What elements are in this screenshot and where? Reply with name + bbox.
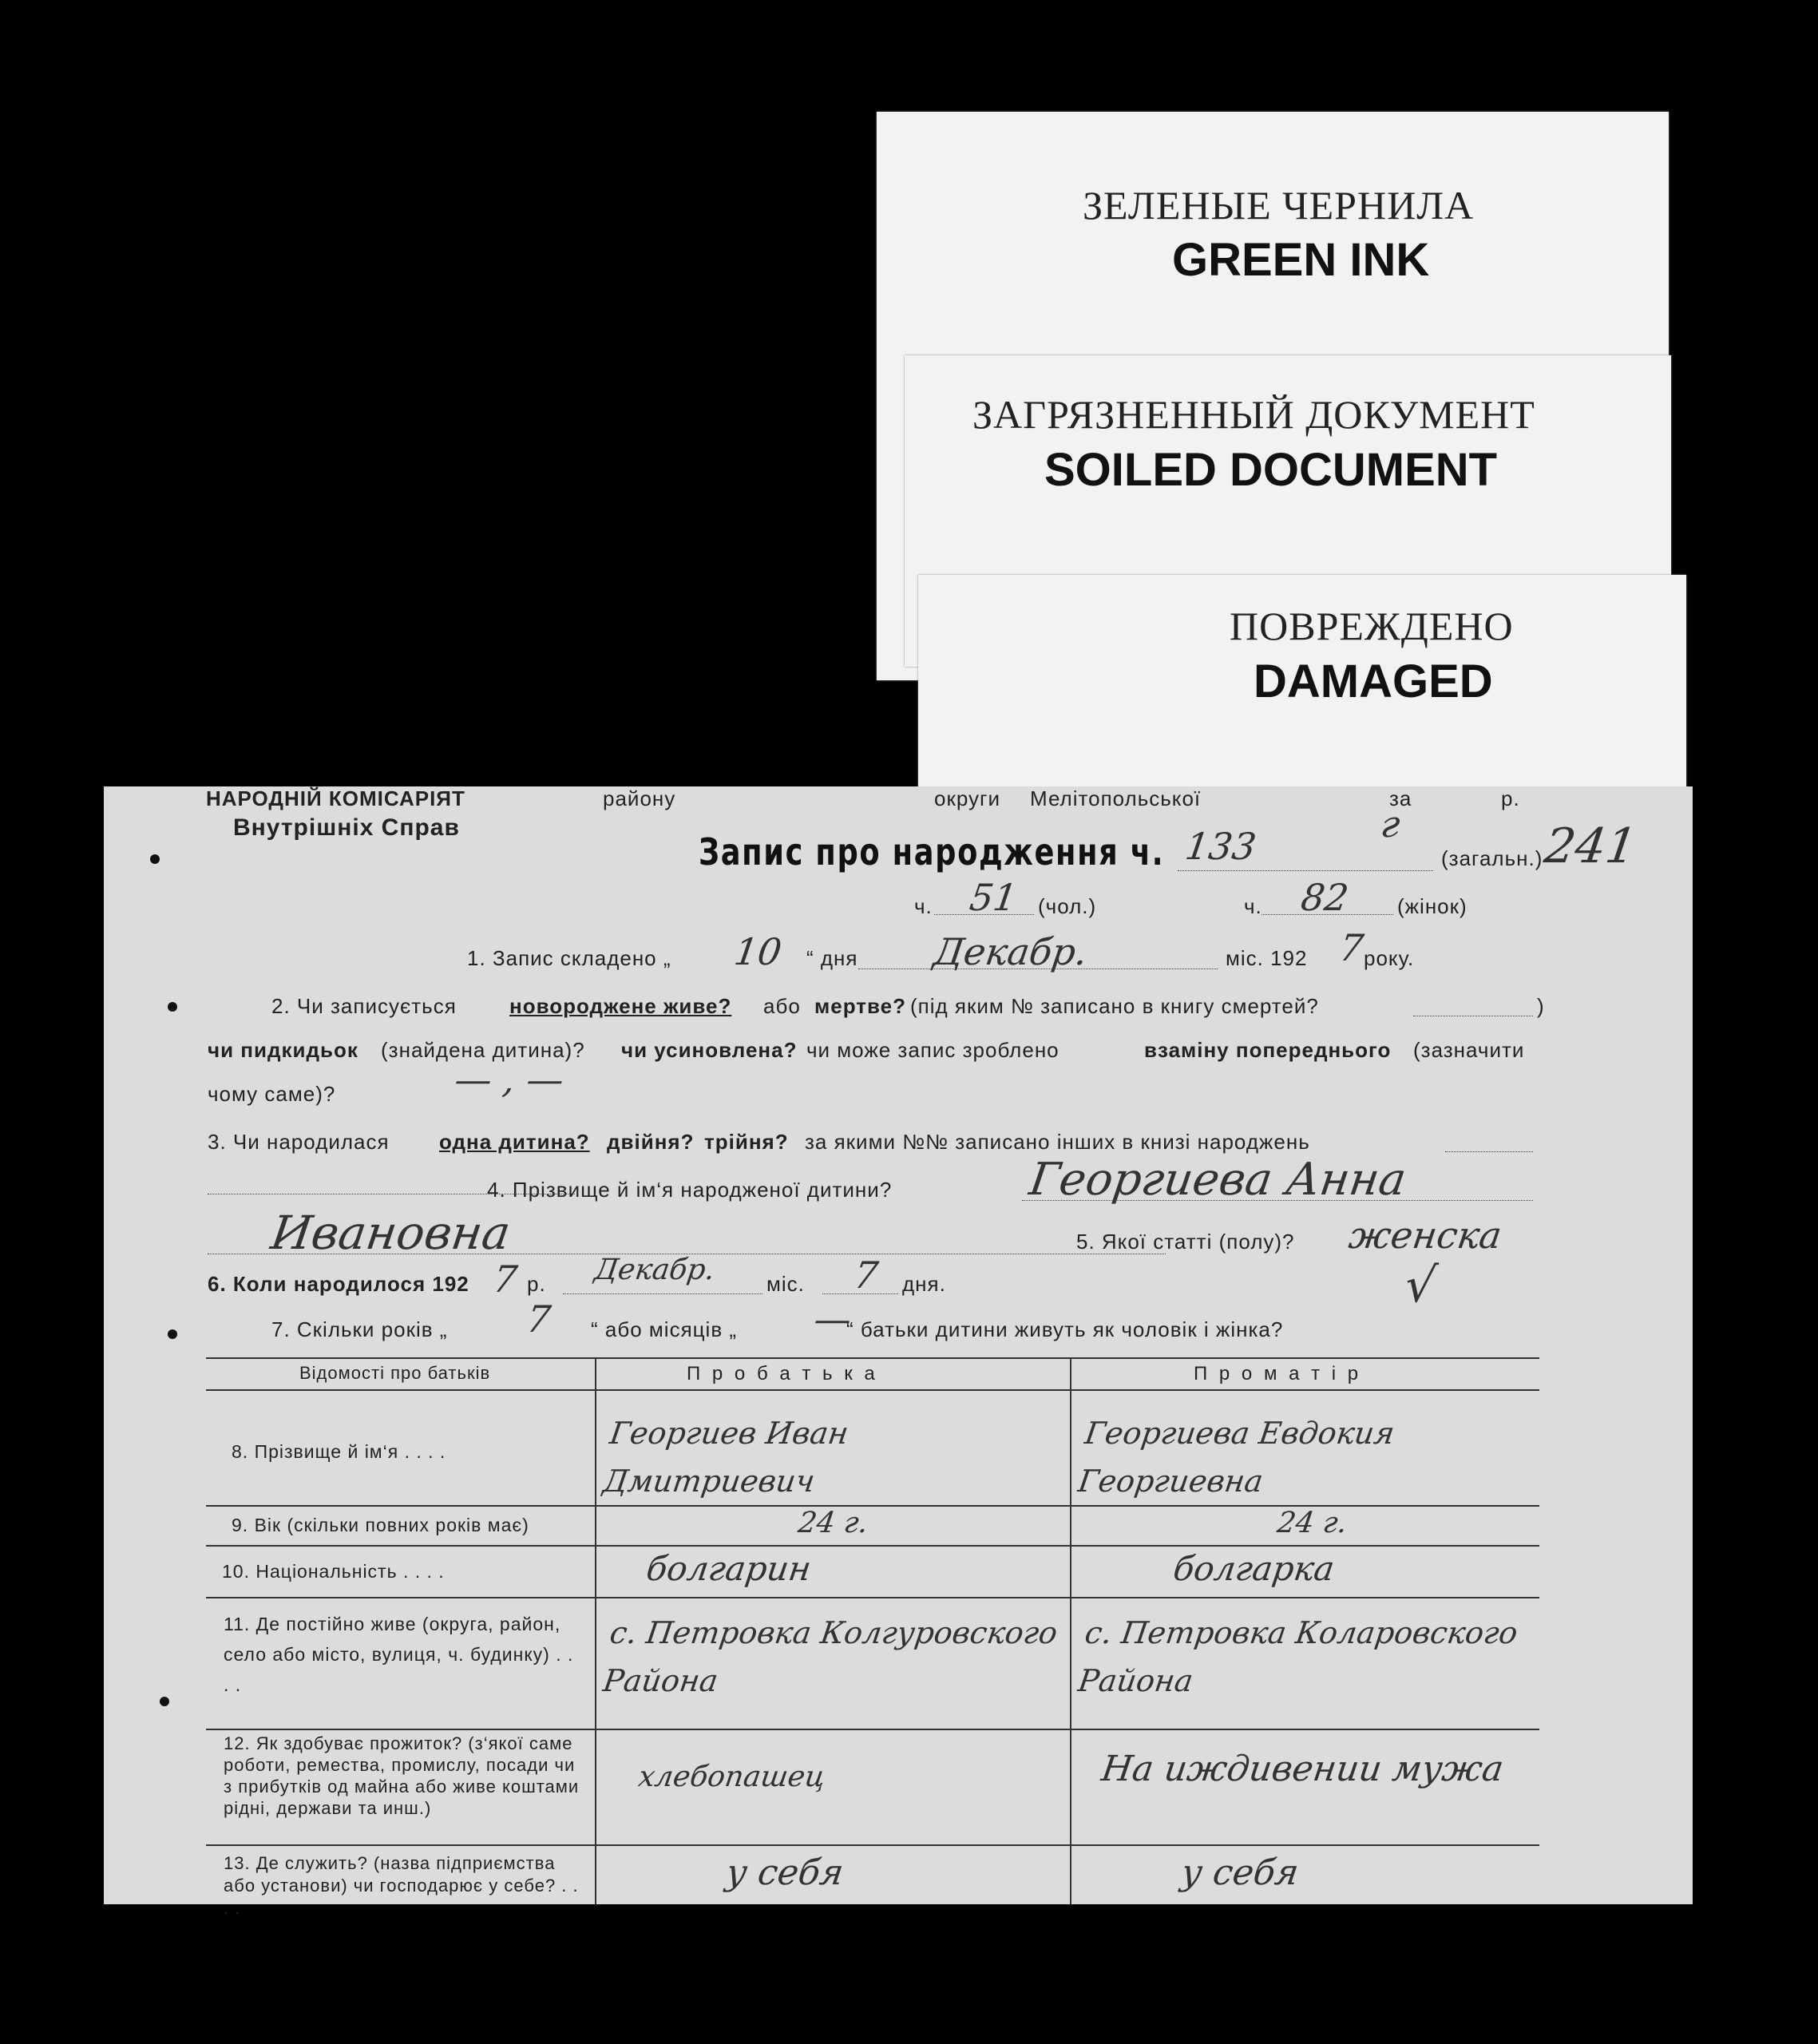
male-number-line (934, 914, 1034, 915)
table-header-col2: П р о м а т і р (1194, 1363, 1362, 1384)
org-line2: Внутрішніх Справ (233, 814, 460, 841)
row11-father: с. Петровка Колгуровского Района (600, 1615, 1060, 1698)
soiled-document-en: SOILED DOCUMENT (1044, 444, 1498, 496)
birth-record-form (104, 786, 1693, 1918)
green-ink-en: GREEN INK (1172, 234, 1430, 286)
q6-day-line (822, 1293, 898, 1294)
page-number: 241 (1541, 818, 1641, 874)
q4-line (1022, 1200, 1533, 1201)
q2-line2-f: (зазначити (1413, 1038, 1525, 1062)
table-row-line (206, 1844, 1539, 1846)
q2-f: ) (1537, 994, 1545, 1018)
q2-d: мертве? (814, 994, 906, 1018)
row8-father: Георгиев Иван Дмитриевич (600, 1416, 851, 1499)
q1-month: Декабр. (931, 930, 1091, 973)
q6-a: 6. Коли народилося 192 (208, 1272, 469, 1296)
q7-b: “ або місяців „ (591, 1317, 738, 1341)
record-number-line (1178, 870, 1433, 871)
female-ch: ч. (1244, 894, 1262, 918)
q7-years: 7 (524, 1297, 554, 1341)
q2-line2-a: чи пидкидьок (208, 1038, 358, 1062)
q2-line2-e: взаміну попереднього (1144, 1038, 1392, 1062)
q6-month: Декабр. (592, 1254, 717, 1286)
damaged-ru: ПОВРЕЖДЕНО (1230, 604, 1514, 648)
okruhy-label: округи (934, 786, 1001, 810)
punch-hole (150, 854, 160, 864)
male-ch: ч. (914, 894, 933, 918)
q6-b: р. (527, 1272, 546, 1296)
row13-father: у себя (723, 1852, 846, 1893)
table-row-line (206, 1597, 1539, 1598)
q2-line2-b: (знайдена дитина)? (381, 1038, 585, 1062)
org-line1: НАРОДНІЙ КОМІСАРІЯТ (206, 786, 465, 810)
q6-month-line (563, 1293, 762, 1294)
q7-months: — (811, 1297, 854, 1341)
row8-mother: Георгиева Евдокия Георгиевна (1075, 1416, 1397, 1499)
table-row-line (206, 1545, 1539, 1547)
row8-label: 8. Прізвище й ім‘я . . . . (232, 1441, 446, 1462)
table-col-divider-1 (595, 1357, 596, 1904)
male-number: 51 (967, 876, 1020, 919)
male-label: (чол.) (1038, 894, 1097, 918)
q4-answer1: Георгиева Анна (1026, 1154, 1410, 1206)
q3-e: за якими №№ записано інших в книзі народжень (805, 1130, 1310, 1154)
table-header-line (206, 1389, 1539, 1391)
q7-a: 7. Скільки років „ (271, 1317, 448, 1341)
row10-mother: болгарка (1170, 1549, 1337, 1588)
q2-line3: чому саме)? (208, 1082, 336, 1106)
q6-year: 7 (490, 1258, 521, 1301)
rik-label: р. (1501, 786, 1520, 810)
q3-d: трійня? (704, 1130, 789, 1154)
record-number: 133 (1182, 825, 1259, 868)
damaged-en: DAMAGED (1254, 656, 1493, 707)
q3-c: двійня? (607, 1130, 695, 1154)
q2-line2-d: чи може запис зроблено (806, 1038, 1060, 1062)
total-label: (загальн.) (1441, 846, 1543, 870)
q2-e: (під яким № записано в книгу смертей? (910, 994, 1319, 1018)
q1-b: “ дня (806, 946, 858, 970)
record-title: Запис про народження ч. (699, 830, 1165, 873)
q4-answer2: Ивановна (267, 1206, 514, 1260)
q2-a: 2. Чи записується (271, 994, 457, 1018)
row11-label: 11. Де постійно живе (округа, район, село або місто, вулиця, ч. будинку) . . . . (224, 1614, 574, 1695)
row13-label: 13. Де служить? (назва підприємства або установи) чи господарює у себе? . . . . (224, 1853, 579, 1918)
q2-b: новороджене живе? (509, 994, 732, 1018)
female-number: 82 (1298, 876, 1352, 919)
table-row-line (206, 1729, 1539, 1730)
row9-label: 9. Вік (скільки повних років має) (232, 1515, 529, 1535)
okruhy-value: Мелітопольської (1030, 786, 1202, 810)
green-ink-ru: ЗЕЛЕНЫЕ ЧЕРНИЛА (1083, 183, 1475, 228)
rayon-label: району (603, 786, 676, 810)
q5-label: 5. Якої статті (полу)? (1076, 1230, 1295, 1254)
table-header-col1: П р о б а т ь к а (687, 1363, 878, 1384)
table-header-col0: Відомості про батьків (299, 1363, 491, 1383)
corner-mark: г (1378, 802, 1404, 846)
q4-label: 4. Прізвище й ім‘я народженої дитини? (487, 1178, 893, 1202)
q6-day: 7 (851, 1254, 881, 1297)
punch-hole (168, 1329, 177, 1339)
female-label: (жінок) (1397, 894, 1467, 918)
row13-mother: у себя (1178, 1852, 1301, 1893)
damaged-label (918, 575, 1686, 806)
row10-label: 10. Національність . . . . (222, 1561, 445, 1582)
q3-b: одна дитина? (439, 1130, 590, 1154)
q2-c: або (763, 994, 801, 1018)
q1-a: 1. Запис складено „ (467, 946, 671, 970)
q1-c: міс. 192 (1226, 946, 1308, 970)
q3-line (1445, 1151, 1533, 1152)
q1-d: року. (1364, 946, 1415, 970)
q7-c: “ батьки дитини живуть як чоловік і жінка? (846, 1317, 1284, 1341)
q5-answer: женска (1346, 1214, 1505, 1257)
row11-mother: с. Петровка Коларовского Района (1075, 1615, 1520, 1698)
q7-check: √ (1401, 1258, 1440, 1313)
q3-a: 3. Чи народилася (208, 1130, 390, 1154)
za-label: за (1389, 786, 1412, 810)
row12-father: хлебопашец (636, 1761, 828, 1793)
punch-hole (160, 1697, 169, 1706)
row12-label: 12. Як здобуває прожиток? (з‘якої саме роботи, ремества, промислу, посади чи з прибутків од майна або живе коштами рідні, держави та инш.) (224, 1733, 580, 1818)
table-col-divider-2 (1070, 1357, 1071, 1904)
q6-d: дня. (902, 1272, 946, 1296)
row10-father: болгарин (644, 1549, 814, 1588)
female-number-line (1262, 914, 1393, 915)
soiled-document-ru: ЗАГРЯЗНЕННЫЙ ДОКУМЕНТ (972, 392, 1535, 437)
q1-day: 10 (731, 930, 785, 973)
row9-mother: 24 г. (1275, 1507, 1349, 1539)
q1-year: 7 (1337, 926, 1367, 969)
q2-answer: — , — (452, 1058, 567, 1101)
q2-line2-c: чи усиновлена? (621, 1038, 798, 1062)
q6-c: міс. (766, 1272, 805, 1296)
table-top-line (206, 1357, 1539, 1359)
row9-father: 24 г. (796, 1507, 870, 1539)
punch-hole (168, 1002, 177, 1012)
row12-mother: На иждивении мужа (1099, 1749, 1507, 1789)
